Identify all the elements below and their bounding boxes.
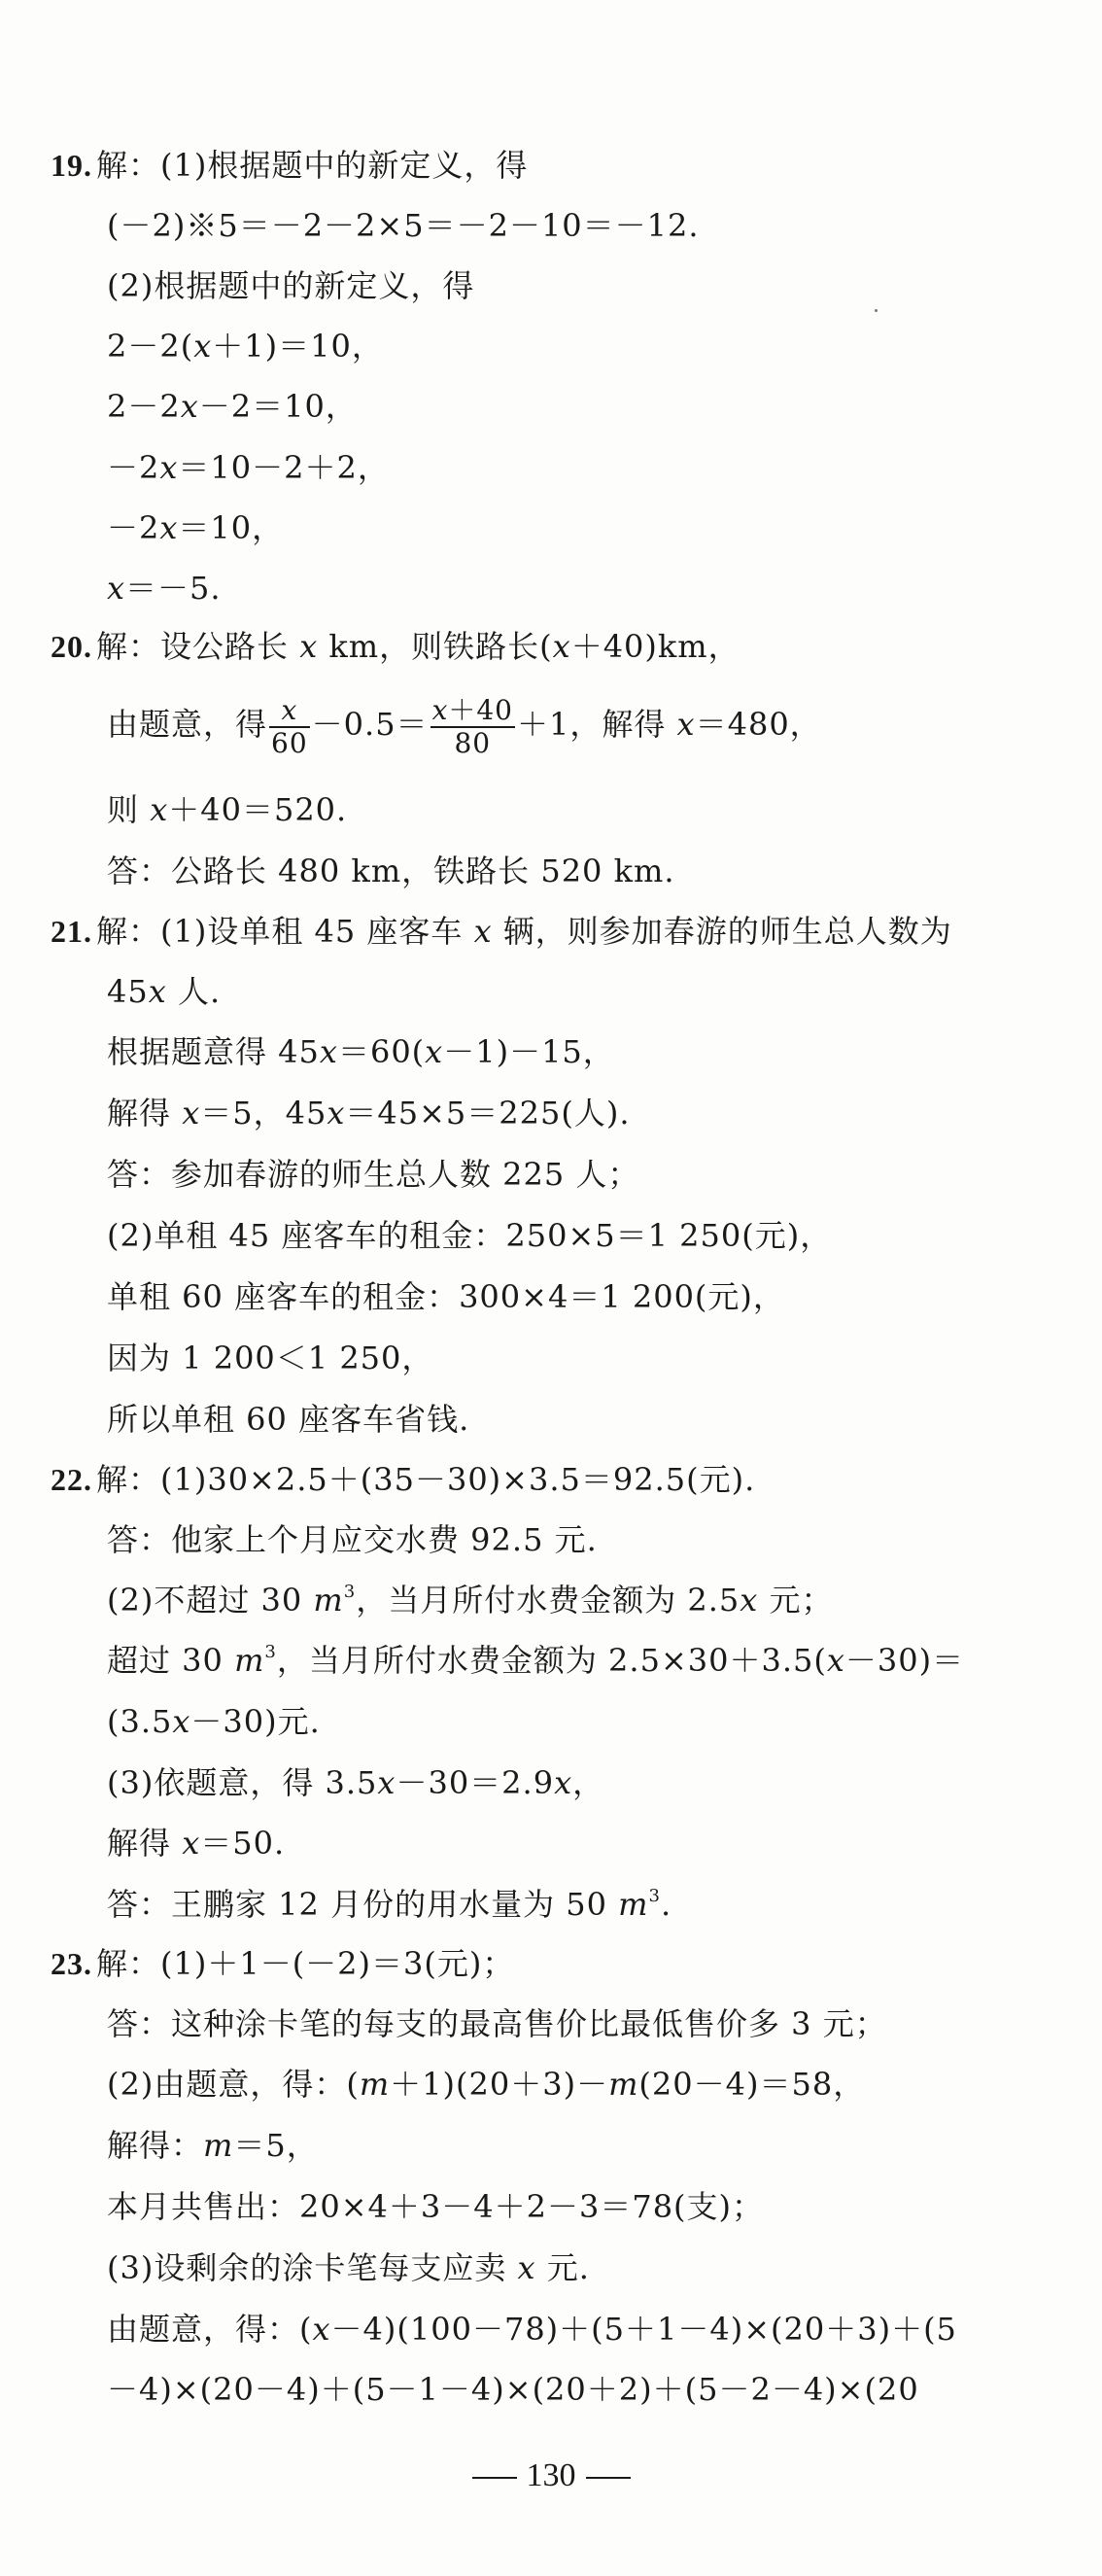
problem-23-line-2: 答：这种涂卡笔的每支的最高售价比最低售价多 3 元； bbox=[107, 2005, 887, 2042]
problem-22-line-8: 答：王鹏家 12 月份的用水量为 50 $m^3$. bbox=[107, 1886, 672, 1923]
page-footer bbox=[0, 2454, 1102, 2497]
problem-23-line-8: －4)×(20－4)＋(5－1－4)×(20＋2)＋(5－2－4)×(20 bbox=[107, 2371, 919, 2408]
problem-19-line-1 bbox=[51, 146, 528, 185]
problem-19-line-7: －2x＝10， bbox=[107, 509, 285, 546]
problem-20-line-4: 答：公路长 480 km，铁路长 520 km. bbox=[107, 853, 675, 889]
fraction: $\frac{x}{60}$ bbox=[271, 693, 308, 759]
problem-21-line-3: 根据题意得 45x＝60(x－1)－15， bbox=[107, 1033, 615, 1070]
footer-left-dash bbox=[472, 2477, 517, 2479]
equation-middle: －0.5＝ bbox=[311, 706, 429, 743]
problem-23-line-4: 解得：m＝5， bbox=[107, 2127, 319, 2164]
equation-prefix: 由题意，得 bbox=[107, 706, 268, 743]
problem-23-line-3: (2)由题意，得：(m＋1)(20＋3)－m(20－4)＝58， bbox=[107, 2066, 866, 2103]
problem-23-line-7: 由题意，得：(x－4)(100－78)＋(5＋1－4)×(20＋3)＋(5 bbox=[107, 2311, 957, 2348]
problem-text: 解：(1)设单租 45 座客车 x 辆，则参加春游的师生总人数为 bbox=[96, 913, 952, 950]
problem-21-line-2: 45x 人. bbox=[107, 973, 222, 1010]
problem-text: 解：(1)30×2.5＋(35－30)×3.5＝92.5(元). bbox=[96, 1461, 756, 1498]
problem-22-line-2: 答：他家上个月应交水费 92.5 元. bbox=[107, 1521, 598, 1558]
problem-19-line-5: 2－2x－2＝10， bbox=[107, 388, 358, 425]
problem-19-line-2: (－2)※5＝－2－2×5＝－2－10＝－12. bbox=[107, 207, 700, 244]
speck bbox=[875, 309, 878, 312]
problem-22-line-3: (2)不超过 30 $m^3$，当月所付水费金额为 2.5x 元； bbox=[107, 1582, 834, 1619]
problem-23-line-5: 本月共售出：20×4＋3－4＋2－3＝78(支)； bbox=[107, 2188, 765, 2225]
problem-19-line-4: 2－2(x＋1)＝10， bbox=[107, 328, 384, 365]
problem-21-line-9: 所以单租 60 座客车省钱. bbox=[107, 1401, 470, 1438]
problem-21-line-1 bbox=[51, 912, 952, 951]
problem-20-line-1 bbox=[51, 627, 740, 666]
problem-text: 解：设公路长 x km，则铁路长(x＋40)km， bbox=[96, 628, 740, 665]
problem-22-line-1 bbox=[51, 1460, 755, 1499]
problem-20-line-2 bbox=[107, 689, 822, 759]
problem-21-line-6: (2)单租 45 座客车的租金：250×5＝1 250(元)， bbox=[107, 1217, 833, 1254]
problem-text: 解：(1)＋1－(－2)＝3(元)； bbox=[96, 1945, 515, 1982]
problem-22-line-6: (3)依题意，得 3.5x－30＝2.9x， bbox=[107, 1764, 605, 1801]
problem-19-line-3: (2)根据题中的新定义，得 bbox=[107, 267, 475, 304]
problem-21-line-7: 单租 60 座客车的租金：300×4＝1 200(元)， bbox=[107, 1278, 785, 1315]
problem-19-line-8: x＝－5. bbox=[107, 570, 222, 607]
problem-19-line-6: －2x＝10－2＋2， bbox=[107, 449, 390, 486]
problem-21-line-8: 因为 1 200＜1 250， bbox=[107, 1340, 434, 1376]
fraction: $\frac{x+40}{80}$ bbox=[431, 693, 513, 759]
page-number: 130 bbox=[526, 2457, 576, 2493]
problem-21-line-5: 答：参加春游的师生总人数 225 人； bbox=[107, 1156, 640, 1193]
problem-20-line-3: 则 x＋40＝520. bbox=[107, 791, 348, 828]
problem-number: 19. bbox=[51, 148, 92, 183]
problem-text: 解：(1)根据题中的新定义，得 bbox=[96, 147, 529, 184]
footer-right-dash bbox=[586, 2477, 631, 2479]
problem-22-line-7: 解得 x＝50. bbox=[107, 1825, 286, 1862]
problem-23-line-6: (3)设剩余的涂卡笔每支应卖 x 元. bbox=[107, 2249, 590, 2286]
problem-23-line-1 bbox=[51, 1944, 514, 1983]
problem-number: 23. bbox=[51, 1946, 92, 1981]
problem-number: 20. bbox=[51, 629, 92, 664]
equation-suffix: ＋1，解得 x＝480， bbox=[517, 706, 822, 743]
problem-22-line-5: (3.5x－30)元. bbox=[107, 1703, 321, 1740]
problem-number: 21. bbox=[51, 914, 92, 949]
problem-22-line-4: 超过 30 $m^3$，当月所付水费金额为 2.5×30＋3.5(x－30)＝ bbox=[107, 1642, 965, 1679]
problem-number: 22. bbox=[51, 1462, 92, 1497]
problem-21-line-4: 解得 x＝5，45x＝45×5＝225(人). bbox=[107, 1095, 631, 1131]
